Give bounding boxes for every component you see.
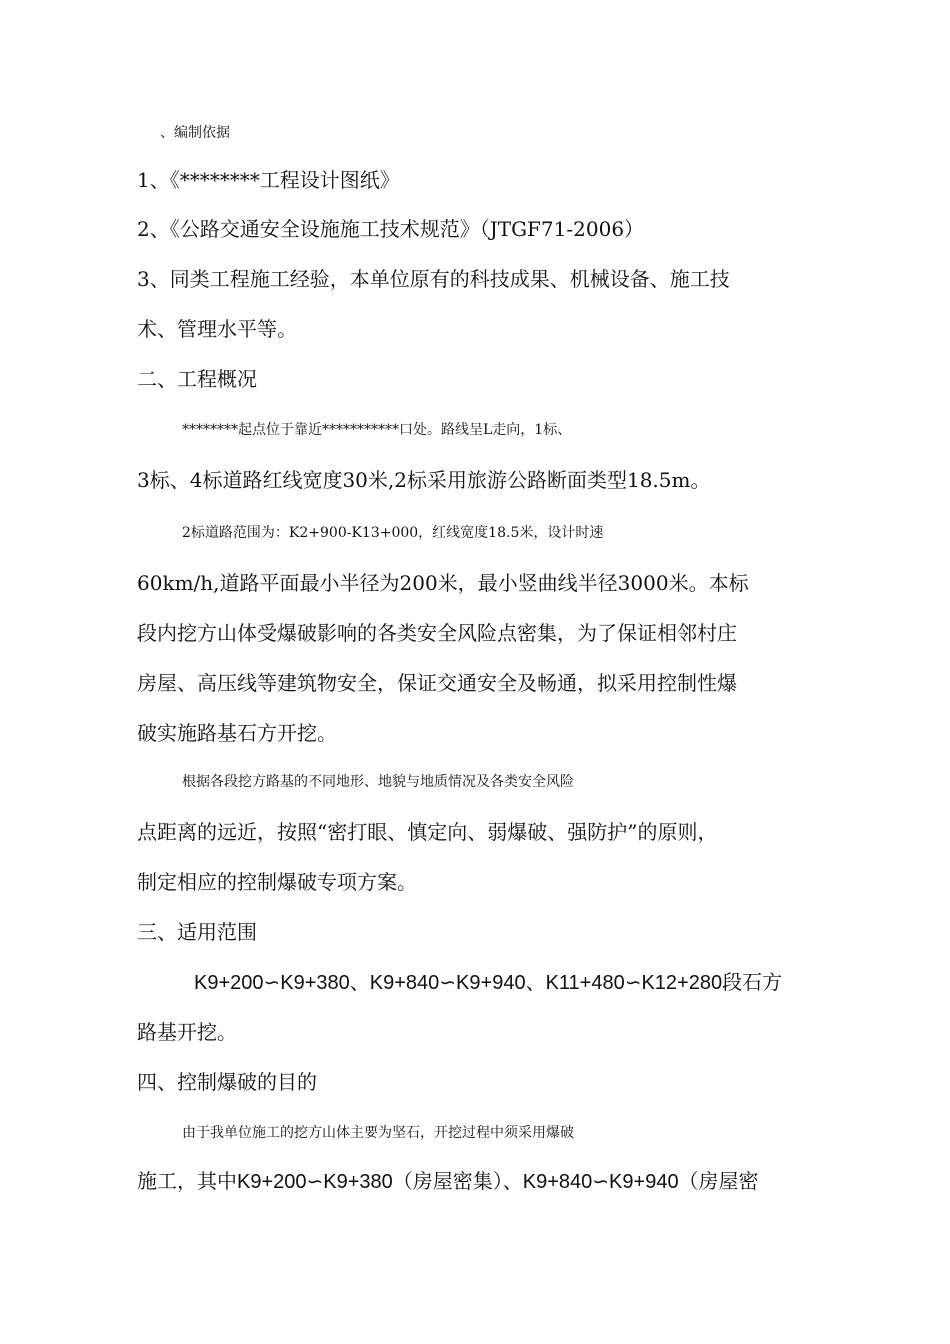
overview-paragraph-2-line-3: 段内挖方山体受爆破影响的各类安全风险点密集，为了保证相邻村庄 [137, 621, 737, 645]
purpose-line-1: 由于我单位施工的挖方山体主要为坚石，开挖过程中须采用爆破 [182, 1125, 574, 1141]
basis-item-3-line-2: 术、管理水平等。 [137, 317, 297, 341]
basis-item-3-line-1: 3、同类工程施工经验，本单位原有的科技成果、机械设备、施工技 [137, 267, 730, 291]
section-2-heading: 二、工程概况 [137, 367, 257, 391]
overview-paragraph-2-line-1: 2标道路范围为：K2+900-K13+000，红线宽度18.5米，设计时速 [182, 525, 604, 541]
overview-paragraph-3-line-1: 根据各段挖方路基的不同地形、地貌与地质情况及各类安全风险 [182, 774, 574, 790]
section-1-heading: 、编制依据 [160, 125, 230, 141]
scope-line-2: 路基开挖。 [137, 1020, 237, 1044]
overview-paragraph-3-line-3: 制定相应的控制爆破专项方案。 [137, 870, 417, 894]
section-3-heading: 三、适用范围 [137, 920, 257, 944]
overview-paragraph-1-line-2: 3标、4标道路红线宽度30米,2标采用旅游公路断面类型18.5m。 [137, 468, 711, 492]
overview-paragraph-2-line-2: 60km/h,道路平面最小半径为200米，最小竖曲线半径3000米。本标 [137, 571, 749, 595]
overview-paragraph-2-line-5: 破实施路基石方开挖。 [137, 721, 337, 745]
overview-paragraph-3-line-2: 点距离的远近，按照“密打眼、慎定向、弱爆破、强防护”的原则， [137, 820, 718, 844]
overview-paragraph-1-line-1: ********起点位于靠近***********口处。路线呈L走向，1标、 [182, 422, 572, 438]
purpose-line-2: 施工，其中K9+200∽K9+380（房屋密集）、K9+840∽K9+940（房屋密 [137, 1171, 759, 1193]
overview-paragraph-2-line-4: 房屋、高压线等建筑物安全，保证交通安全及畅通，拟采用控制性爆 [137, 671, 737, 695]
basis-item-2: 2、《公路交通安全设施施工技术规范》（JTGF71-2006） [137, 217, 645, 241]
scope-line-1: K9+200∽K9+380、K9+840∽K9+940、K11+480∽K12+280段石方 [194, 972, 783, 994]
section-4-heading: 四、控制爆破的目的 [137, 1070, 317, 1094]
basis-item-1: 1、《********工程设计图纸》 [137, 168, 400, 192]
